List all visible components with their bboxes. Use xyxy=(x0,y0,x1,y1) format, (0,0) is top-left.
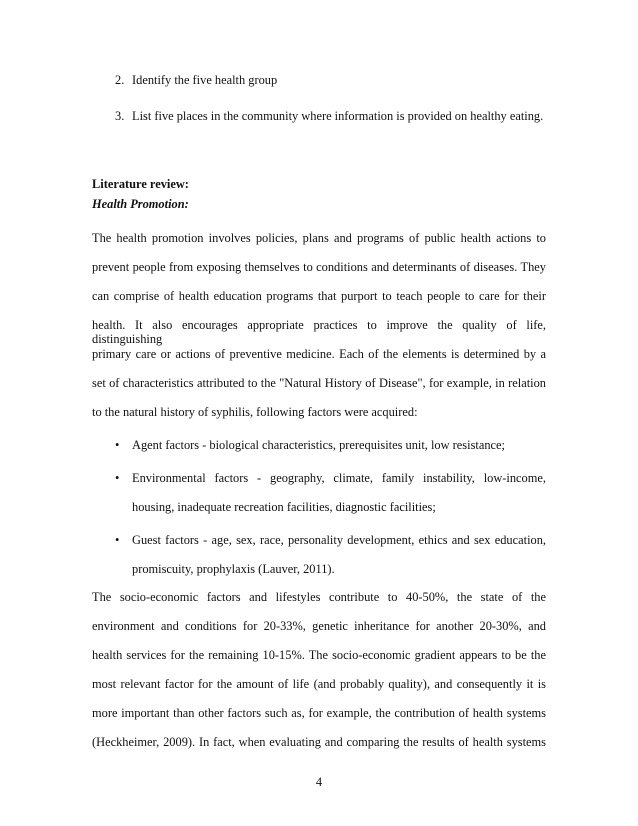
bullet-text: promiscuity, prophylaxis (Lauver, 2011). xyxy=(132,562,335,576)
paragraph-line: to the natural history of syphilis, following factors were acquired: xyxy=(92,405,418,419)
paragraph-line: environment and conditions for 20-33%, genetic inheritance for another 20-30%, and xyxy=(92,619,546,633)
paragraph-line: primary care or actions of preventive medicine. Each of the elements is determined by a xyxy=(92,347,546,361)
paragraph-line: set of characteristics attributed to the "Natural History of Disease", for example, in relation xyxy=(92,376,546,390)
list-item: Identify the five health group xyxy=(132,73,278,87)
subsection-heading: Health Promotion: xyxy=(92,197,189,211)
list-number: 3. xyxy=(115,109,125,123)
bullet-text: housing, inadequate recreation facilities, diagnostic facilities; xyxy=(132,500,436,514)
paragraph-line: prevent people from exposing themselves to conditions and determinants of diseases. They xyxy=(92,260,546,274)
paragraph-line: most relevant factor for the amount of life (and probably quality), and consequently it is xyxy=(92,677,546,691)
paragraph-line: health services for the remaining 10-15%. The socio-economic gradient appears to be the xyxy=(92,648,546,662)
section-heading: Literature review: xyxy=(92,177,189,191)
paragraph-line: more important than other factors such as, for example, the contribution of health systems xyxy=(92,706,546,720)
paragraph-line: health. It also encourages appropriate practices to improve the quality of life, distinguishing xyxy=(92,318,546,346)
bullet-text: Guest factors - age, sex, race, personality development, ethics and sex education, xyxy=(132,533,546,547)
list-item: List five places in the community where information is provided on healthy eating. xyxy=(132,109,544,123)
list-number: 2. xyxy=(115,73,125,87)
bullet-icon: • xyxy=(115,533,120,547)
paragraph-line: (Heckheimer, 2009). In fact, when evaluating and comparing the results of health systems xyxy=(92,735,546,749)
paragraph-line: The socio-economic factors and lifestyles contribute to 40-50%, the state of the xyxy=(92,590,546,604)
page-number: 4 xyxy=(315,775,323,789)
bullet-icon: • xyxy=(115,438,120,452)
paragraph-line: can comprise of health education programs that purport to teach people to care for their xyxy=(92,289,546,303)
bullet-text: Environmental factors - geography, climate, family instability, low-income, xyxy=(132,471,546,485)
bullet-icon: • xyxy=(115,471,120,485)
paragraph-line: The health promotion involves policies, plans and programs of public health actions to xyxy=(92,231,546,245)
bullet-text: Agent factors - biological characteristics, prerequisites unit, low resistance; xyxy=(132,438,505,452)
